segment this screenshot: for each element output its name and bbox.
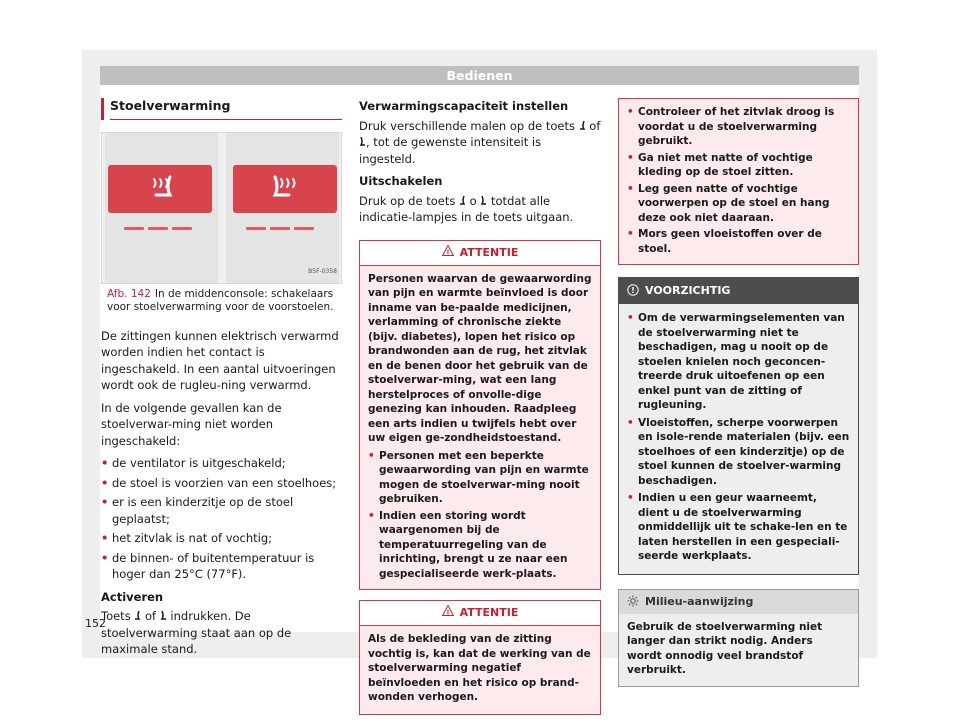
seat-left-icon: [579, 121, 586, 131]
environment-text: Gebruik de stoelverwarming niet langer dan strikt nodig. Anders wordt onnodig veel brandstof verbruikt.: [627, 620, 823, 676]
subheading-capacity: Verwarmingscapaciteit instellen: [359, 99, 569, 113]
text-fragment: Toets: [101, 609, 131, 623]
info-circle-icon: [627, 284, 639, 296]
svg-text:!: !: [446, 248, 450, 256]
figure-caption-text: In de middenconsole: schakelaars voor stoelverwarming voor de voorstoelen.: [107, 287, 334, 313]
list-item: • Ga niet met natte of vochtige kleding op de stoel zitten.: [627, 151, 850, 180]
warning-triangle-icon: [442, 245, 454, 256]
caution-title: VOORZICHTIG: [645, 284, 731, 297]
environment-title: Milieu-aanwijzing: [645, 594, 754, 608]
text-fragment: , tot de gewenste intensiteit is ingesteld.: [359, 135, 542, 166]
list-item: • Indien een storing wordt waargenomen bij de temperatuurregeling van de inrichting, brengt u ze naar een gespecialiseerde werk-plaats.: [368, 509, 592, 582]
page-header: Bedienen: [100, 66, 859, 85]
indicator-led: [270, 227, 290, 230]
indicator-led: [246, 227, 266, 230]
column-middle: [359, 98, 601, 725]
warning-header: [360, 241, 600, 266]
indicator-led: [148, 227, 168, 230]
column-right: [618, 98, 859, 687]
warning-header: [360, 601, 600, 626]
environment-body: [619, 614, 858, 686]
caution-box: [618, 277, 859, 575]
paragraph-activate: [101, 608, 342, 658]
list-item: • Personen met een beperkte gewaarwording van pijn en warmte mogen de stoelverwar-ming nooit gebruiken.: [368, 449, 592, 507]
warning-body: [619, 99, 858, 264]
warning-box: [359, 600, 601, 715]
caution-header: [619, 278, 858, 304]
condition-list: [101, 455, 342, 583]
seat-heat-right-icon: [233, 165, 337, 213]
seat-heat-left-button: [108, 165, 212, 213]
seat-left-icon: [134, 611, 141, 621]
list-item: • Vloeistoffen, scherpe voorwerpen en isole-rende materialen (bijv. een stoelhoes of een kinderzitje) op de stoel kunnen de stoelver-warming beschadigen.: [627, 416, 850, 489]
figure-label: Afb. 142: [107, 287, 151, 300]
paragraph: De zittingen kunnen elektrisch verwarmd worden indien het contact is ingeschakeld. In een aantal uitvoeringen wordt ook de rugleu-ning verwarmd.: [101, 328, 339, 392]
environment-icon: [627, 595, 639, 607]
figure-caption: [101, 288, 342, 314]
warning-text: Als de bekleding van de zitting vochtig is, kan dat de werking van de stoelverwarming negatief beïnvloeden en het risico op brand-wonden verhogen.: [368, 633, 591, 703]
text-fragment: of: [589, 118, 601, 133]
caution-list: [627, 311, 850, 564]
subheading-activate: Activeren: [101, 589, 164, 604]
list-item: • de ventilator is uitgeschakeld;: [101, 455, 342, 472]
list-item: • Leg geen natte of vochtige voorwerpen op de stoel en hang deze ook niet daaraan.: [627, 182, 850, 226]
warning-title: ATTENTIE: [459, 245, 519, 259]
list-item: • Controleer of het zitvlak droog is voordat u de stoelverwarming gebruikt.: [627, 105, 850, 149]
seat-right-icon: [160, 611, 167, 621]
text-fragment: Druk op de toets: [359, 193, 456, 208]
section-title-block: [101, 98, 342, 120]
svg-text:!: !: [631, 286, 635, 295]
figure: [101, 132, 342, 314]
warning-triangle-icon: [442, 605, 454, 616]
paragraph: In de volgende gevallen kan de stoelverwar-ming niet worden ingeschakeld:: [101, 400, 282, 448]
caution-body: [619, 304, 858, 574]
page-number: 152: [85, 617, 106, 630]
seat-right-icon: [359, 137, 366, 147]
warning-list: [368, 449, 592, 582]
warning-body: [360, 266, 600, 590]
environment-header: [619, 590, 858, 614]
section-title: Stoelverwarming: [110, 98, 342, 120]
list-item: • er is een kinderzitje op de stoel geplaatst;: [101, 494, 342, 527]
subheading-off: Uitschakelen: [359, 174, 443, 188]
paragraph-capacity: [359, 118, 601, 168]
paragraph-off: [359, 193, 601, 226]
seat-left-icon: [459, 196, 466, 206]
seat-heat-right-button: [233, 165, 337, 213]
list-item: • Om de verwarmingselementen van de stoelverwarming niet te beschadigen, mag u nooit op de stoelen knielen noch geconcen-treerde druk uitoefenen op een enkel punt van de zitting of rugleuning.: [627, 311, 850, 413]
text-fragment: totdat alle indicatie-lampjes in de toets uitgaan.: [359, 193, 574, 224]
environment-box: [618, 589, 859, 687]
list-item: • Mors geen vloeistoffen over de stoel.: [627, 227, 850, 256]
text-fragment: Druk verschillende malen op de toets: [359, 118, 575, 133]
indicator-led: [172, 227, 192, 230]
seat-right-icon: [480, 196, 487, 206]
warning-box-continued: [618, 98, 859, 265]
indicator-led: [294, 227, 314, 230]
list-item: • de binnen- of buitentemperatuur is hoger dan 25°C (77°F).: [101, 550, 342, 583]
figure-code: B5F-0358: [308, 268, 337, 275]
list-item: • het zitvlak is nat of vochtig;: [101, 530, 342, 547]
text-fragment: of: [145, 609, 157, 623]
seat-heat-left-icon: [108, 165, 212, 213]
indicator-led: [124, 227, 144, 230]
list-item: • de stoel is voorzien van een stoelhoes;: [101, 475, 342, 492]
warning-list: [627, 105, 850, 256]
column-left: [101, 98, 342, 664]
svg-text:!: !: [446, 608, 450, 616]
text-fragment: o: [469, 193, 477, 208]
warning-box: [359, 240, 601, 591]
warning-title: ATTENTIE: [459, 606, 519, 619]
warning-text: Personen waarvan de gewaarwording van pijn en warmte beïnvloed is door inname van be-paalde medicijnen, verlamming of chronische ziekte (bijv. diabetes), lopen het risico op brandwonden aan de rug, het zitvlak en de benen door het gebruik van de stoelverwar-ming, wat een lang herstelproces of onvolle-dige genezing kan inhouden. Raadpleeg een arts indien u twijfels hebt over uw eigen ge-zondheidstoestand.: [368, 272, 592, 444]
list-item: • Indien u een geur waarneemt, dient u de stoelverwarming onmiddellijk uit te schake-len en te laten herstellen in een gespeciali-seerde werkplaats.: [627, 491, 850, 564]
warning-body: [360, 626, 600, 714]
text-fragment: indrukken. De stoelverwarming staat aan op de maximale stand.: [101, 609, 292, 656]
figure-image: [101, 132, 342, 284]
